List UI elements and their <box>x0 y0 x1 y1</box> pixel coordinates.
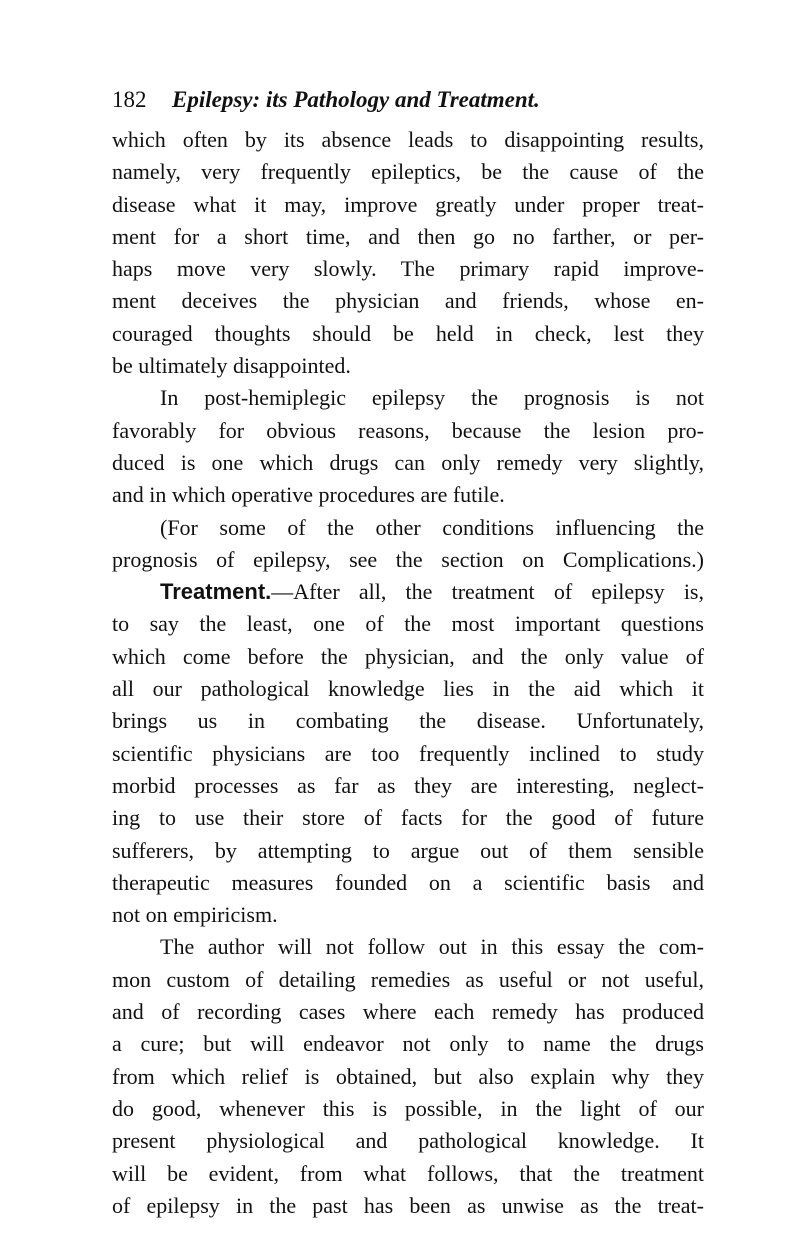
text-line: which come before the physician, and the only value of <box>112 643 704 669</box>
text-line: haps move very slowly. The primary rapid improve- <box>112 256 704 282</box>
text-line: duced is one which drugs can only remedy very slightly, <box>112 449 704 475</box>
text-line: of epilepsy in the past has been as unwise as the treat- <box>112 1192 704 1218</box>
text-line: brings us in combating the disease. Unfortunately, <box>112 708 704 734</box>
body-text <box>112 124 704 1222</box>
section-heading: Treatment. <box>160 579 272 605</box>
text-line: disease what it may, improve greatly under proper treat- <box>112 191 704 217</box>
text-line: ment for a short time, and then go no farther, or per- <box>112 223 704 249</box>
paragraph <box>112 382 704 511</box>
text-line: prognosis of epilepsy, see the section on Complications.) <box>112 546 704 572</box>
text-line: and of recording cases where each remedy has produced <box>112 999 704 1025</box>
paragraph <box>112 124 704 382</box>
text-line: couraged thoughts should be held in check, lest they <box>112 320 704 346</box>
text-line: favorably for obvious reasons, because the lesion pro- <box>112 417 704 443</box>
text-line: a cure; but will endeavor not only to name the drugs <box>112 1031 704 1057</box>
paragraph <box>112 576 704 931</box>
text-line <box>112 576 704 608</box>
text-line: present physiological and pathological knowledge. It <box>112 1128 704 1154</box>
text-line: be ultimately disappointed. <box>112 353 351 379</box>
text-line: The author will not follow out in this essay the com- <box>160 934 704 960</box>
text-line: sufferers, by attempting to argue out of them sensible <box>112 837 704 863</box>
running-title: Epilepsy: its Pathology and Treatment. <box>172 87 540 112</box>
text-line: therapeutic measures founded on a scientific basis and <box>112 869 704 895</box>
text-line: which often by its absence leads to disappointing results, <box>112 127 704 152</box>
paragraph <box>112 931 704 1222</box>
text-line-content: —After all, the treatment of epilepsy is, <box>271 579 704 605</box>
running-header <box>112 86 692 114</box>
text-line: will be evident, from what follows, that the treatment <box>112 1160 704 1186</box>
text-line: mon custom of detailing remedies as useful or not useful, <box>112 966 704 992</box>
text-line: In post-hemiplegic epilepsy the prognosis is not <box>160 385 704 411</box>
text-line: all our pathological knowledge lies in the aid which it <box>112 676 704 702</box>
text-line: namely, very frequently epileptics, be the cause of the <box>112 159 704 185</box>
text-line: to say the least, one of the most important questions <box>112 611 704 637</box>
paragraph <box>112 512 704 577</box>
text-line: scientific physicians are too frequently inclined to study <box>112 740 704 766</box>
page-number: 182 <box>112 87 147 112</box>
text-line: morbid processes as far as they are interesting, neglect- <box>112 772 704 798</box>
text-line: ing to use their store of facts for the good of future <box>112 805 704 831</box>
text-line: from which relief is obtained, but also explain why they <box>112 1063 704 1089</box>
text-line: (For some of the other conditions influencing the <box>160 514 704 540</box>
text-line: not on empiricism. <box>112 902 278 928</box>
text-line: do good, whenever this is possible, in the light of our <box>112 1095 704 1121</box>
text-line: and in which operative procedures are futile. <box>112 482 505 508</box>
text-line: ment deceives the physician and friends, whose en- <box>112 288 704 314</box>
